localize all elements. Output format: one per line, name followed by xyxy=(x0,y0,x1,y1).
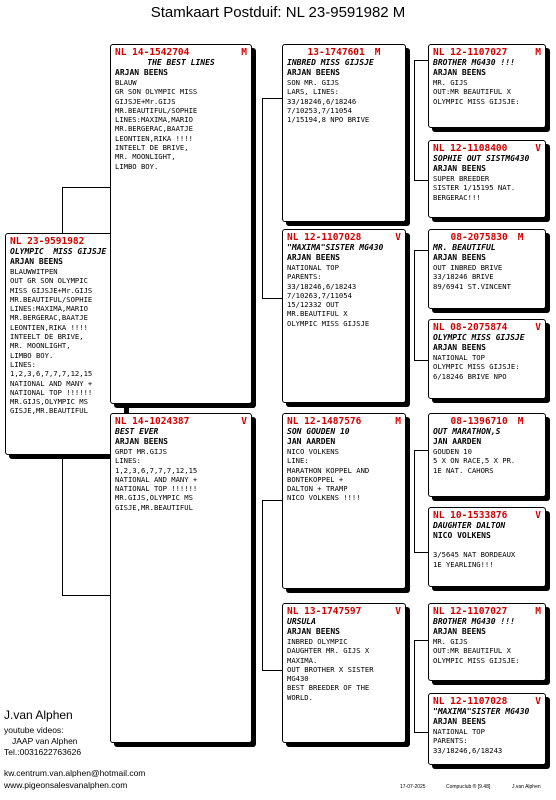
connector-line xyxy=(414,640,415,732)
connector-line xyxy=(62,187,63,233)
pigeon-info: BLAUWWITPEN OUT GR SON OLYMPIC MISS GIJSJE+Mr.GIJS MR.BEAUTIFUL/SOPHIE LINES:MAXIMA,MARIO MR.BERGERAC,BAATJE LEONTIEN,RIKA !!!! INTEELT DE BRIVE, MR. MOONLIGHT, LIMBO BOY. LINES: 1,2,3,6,7,7,7,12,15 NATIONAL AND MANY + NATIONAL TOP !!!!!! MR.GIJS,OLYMPIC MS GISJE,MR.BEAUTIFUL xyxy=(10,267,93,416)
sex-marker: V xyxy=(535,322,541,333)
pigeon-name: URSULA xyxy=(287,617,316,626)
sex-marker: V xyxy=(395,606,401,617)
sex-marker: M xyxy=(517,416,524,427)
pigeon-info: NICO VOLKENS LINE: MARATHON KOPPEL AND BONTEKOPPEL + DALTON + TRAMP NICO VOLKENS !!!! xyxy=(287,447,370,503)
software-credit: Compuclub ® [9.48] xyxy=(446,784,491,790)
ring-number: 08-1396710 xyxy=(450,416,508,427)
pigeon-card-mother xyxy=(110,413,252,743)
breeder-name: ARJAN BEENS xyxy=(287,68,340,77)
owner-name: J.van Alphen xyxy=(4,708,73,722)
sex-marker: V xyxy=(535,696,541,707)
ring-number: 08-2075830 xyxy=(450,232,508,243)
page-title: Stamkaart Postduif: NL 23-9591982 M xyxy=(150,4,406,21)
connector-line xyxy=(262,500,263,670)
pigeon-name: SOPHIE OUT SISTMG430 xyxy=(433,154,530,163)
pigeon-card-mmf xyxy=(428,603,546,681)
sex-marker: M xyxy=(535,606,541,617)
pigeon-info: GOUDEN 10 5 X ON RACE,5 X PR. 1E NAT. CAHORS xyxy=(433,447,516,475)
pigeon-name: "MAXIMA"SISTER MG430 xyxy=(433,707,530,716)
ring-number: NL 12-1108400 xyxy=(433,143,508,154)
author-credit: J.van Alphen xyxy=(512,784,541,790)
pigeon-card-mff xyxy=(428,413,546,497)
connector-line xyxy=(414,450,428,451)
pigeon-info: SON MR. GIJS LARS, LINES: 33/18246,6/18246 7/10253,7/11054 1/15194,8 NPO BRIVE xyxy=(287,78,370,125)
breeder-name: JAN AARDEN xyxy=(433,437,482,446)
youtube-channel: JAAP van Alphen xyxy=(12,736,78,746)
sex-marker: M xyxy=(517,232,524,243)
breeder-name: ARJAN BEENS xyxy=(287,253,340,262)
telephone: Tel.:0031622763626 xyxy=(4,747,82,757)
pigeon-card-mf xyxy=(282,413,406,589)
breeder-name: ARJAN BEENS xyxy=(433,343,486,352)
pigeon-card-fmm xyxy=(428,319,546,399)
pigeon-card-main xyxy=(5,233,125,455)
pigeon-card-ffm xyxy=(428,140,546,218)
ring-number: NL 14-1542704 xyxy=(115,47,190,58)
pigeon-name: SON GOUDEN 10 xyxy=(287,427,350,436)
sex-marker: M xyxy=(374,47,381,58)
pigeon-info: BLAUW GR SON OLYMPIC MISS GIJSJE+Mr.GIJS MR.BEAUTIFUL/SOPHIE LINES:MAXIMA,MARIO MR.BERGERAC,BAATJE LEONTIEN,RIKA !!!! INTEELT DE BRIVE, MR. MOONLIGHT, LIMBO BOY. xyxy=(115,78,198,171)
connector-line xyxy=(262,98,282,99)
sex-marker: M xyxy=(395,416,401,427)
pigeon-info: MR. GIJS OUT:MR BEAUTIFUL X OLYMPIC MISS GIJSJE: xyxy=(433,637,520,665)
pigeon-name: BROTHER MG430 !!! xyxy=(433,617,515,626)
connector-line xyxy=(414,732,428,733)
pigeon-card-mmm xyxy=(428,693,546,765)
breeder-name: ARJAN BEENS xyxy=(115,68,168,77)
sex-marker: M xyxy=(241,47,247,58)
pigeon-name: INBRED MISS GIJSJE xyxy=(287,58,374,67)
pigeon-info: SUPER BREEDER SISTER 1/15195 NAT. BERGERAC!!! xyxy=(433,174,516,202)
breeder-name: ARJAN BEENS xyxy=(433,253,486,262)
sex-marker: M xyxy=(535,47,541,58)
connector-line xyxy=(414,180,428,181)
pigeon-name: "MAXIMA"SISTER MG430 xyxy=(287,243,384,252)
ring-number: 13-1747601 xyxy=(307,47,365,58)
pigeon-name: MR. BEAUTIFUL xyxy=(433,243,496,252)
breeder-name: ARJAN BEENS xyxy=(433,627,486,636)
connector-line xyxy=(262,500,282,501)
ring-number: NL 12-1487576 xyxy=(287,416,362,427)
pigeon-name: OLYMPIC MISS GIJSJE xyxy=(433,333,525,342)
connector-line xyxy=(262,98,263,298)
pigeon-name: OLYMPIC MISS GIJSJE xyxy=(10,247,107,256)
pigeon-card-father xyxy=(110,44,252,404)
connector-line xyxy=(262,670,282,671)
sex-marker: V xyxy=(535,143,541,154)
pigeon-name: BEST EVER xyxy=(115,427,159,436)
sex-marker: V xyxy=(241,416,247,427)
pigeon-info: MR. GIJS OUT:MR BEAUTIFUL X OLYMPIC MISS GIJSJE: xyxy=(433,78,520,106)
breeder-name: ARJAN BEENS xyxy=(433,164,486,173)
breeder-name: ARJAN BEENS xyxy=(433,717,486,726)
pigeon-info: GRDT MR.GIJS LINES: 1,2,3,6,7,7,7,12,15 NATIONAL AND MANY + NATIONAL TOP !!!!!! MR.GIJS,OLYMPIC MS GISJE,MR.BEAUTIFUL xyxy=(115,447,198,512)
pigeon-name: BROTHER MG430 !!! xyxy=(433,58,515,67)
breeder-name: ARJAN BEENS xyxy=(115,437,168,446)
connector-line xyxy=(62,595,110,596)
pigeon-card-fm xyxy=(282,229,406,403)
pigeon-info: NATIONAL TOP PARENTS: 33/18246,6/18243 7/10263,7/11054 15/12332 OUT MR.BEAUTIFUL X OLYMPIC MISS GIJSJE xyxy=(287,263,370,328)
youtube-label: youtube videos: xyxy=(4,725,64,735)
ring-number: NL 23-9591982 xyxy=(10,236,85,247)
connector-line xyxy=(414,60,415,180)
breeder-name: ARJAN BEENS xyxy=(433,68,486,77)
pigeon-info: OUT INBRED BRIVE 33/18246 BRIVE 89/6941 ST.VINCENT xyxy=(433,263,511,291)
breeder-name: ARJAN BEENS xyxy=(287,627,340,636)
connector-line xyxy=(414,250,415,360)
ring-number: NL 10-1533876 xyxy=(433,510,508,521)
pigeon-name: THE BEST LINES xyxy=(147,58,215,67)
pigeon-card-ff xyxy=(282,44,406,222)
sex-marker: V xyxy=(395,232,401,243)
breeder-name: JAN AARDEN xyxy=(287,437,336,446)
connector-line xyxy=(62,187,110,188)
print-date: 17-07-2025 xyxy=(400,784,426,790)
connector-line xyxy=(414,450,415,552)
pigeon-info: NATIONAL TOP OLYMPIC MISS GIJSJE: 6/18246 BRIVE NPO xyxy=(433,353,520,381)
breeder-name: NICO VOLKENS xyxy=(433,531,491,540)
connector-line xyxy=(414,552,428,553)
connector-line xyxy=(262,298,282,299)
ring-number: NL 12-1107028 xyxy=(287,232,362,243)
ring-number: NL 12-1107028 xyxy=(433,696,508,707)
connector-line xyxy=(414,640,428,641)
pigeon-card-mfm xyxy=(428,507,546,587)
breeder-name: ARJAN BEENS xyxy=(10,257,63,266)
connector-line xyxy=(62,455,63,595)
pigeon-name: DAUGHTER DALTON xyxy=(433,521,506,530)
pigeon-info: NATIONAL TOP PARENTS: 33/18246,6/18243 xyxy=(433,727,503,755)
pigeon-name: OUT MARATHON,S xyxy=(433,427,501,436)
connector-line xyxy=(414,360,428,361)
ring-number: NL 13-1747597 xyxy=(287,606,362,617)
email-link[interactable]: kw.centrum.van.alphen@hotmail.com xyxy=(4,768,146,778)
pigeon-card-mm xyxy=(282,603,406,743)
pigeon-info: 3/5645 NAT BORDEAUX 1E YEARLING!!! xyxy=(433,550,516,569)
pigeon-card-fmf xyxy=(428,229,546,309)
connector-line xyxy=(414,250,428,251)
pigeon-card-fff xyxy=(428,44,546,128)
ring-number: NL 12-1107027 xyxy=(433,47,508,58)
pigeon-info: INBRED OLYMPIC DAUGHTER MR. GIJS X MAXIMA. OUT BROTHER X SISTER MG430 BEST BREEDER OF THE WORLD. xyxy=(287,637,374,702)
ring-number: NL 14-1024387 xyxy=(115,416,190,427)
website-link[interactable]: www.pigeonsalesvanalphen.com xyxy=(4,780,128,790)
ring-number: NL 08-2075874 xyxy=(433,322,508,333)
connector-line xyxy=(414,60,428,61)
sex-marker: V xyxy=(535,510,541,521)
ring-number: NL 12-1107027 xyxy=(433,606,508,617)
